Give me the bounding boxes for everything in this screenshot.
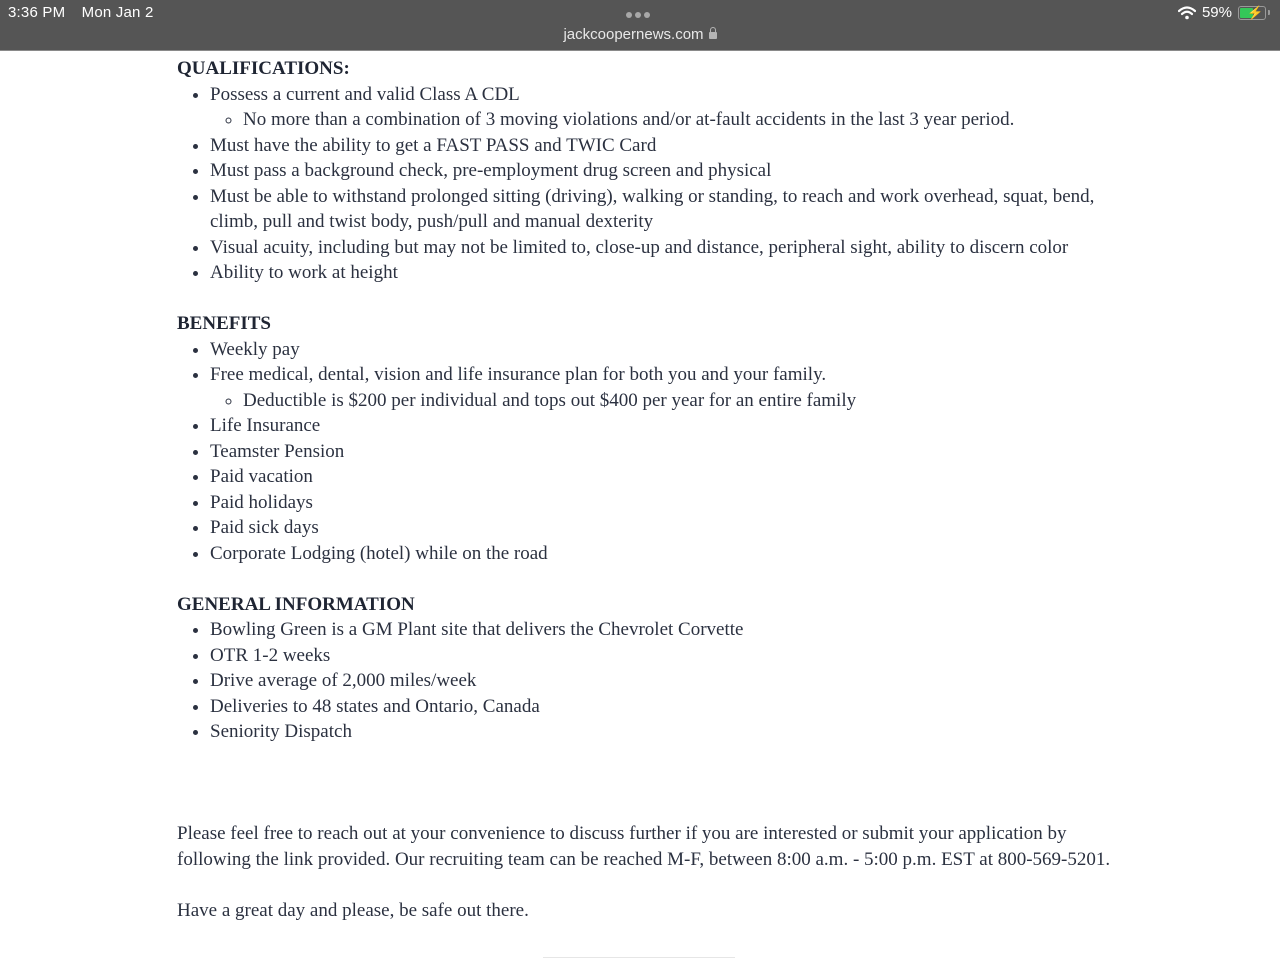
- status-date: Mon Jan 2: [81, 4, 154, 21]
- list-item-text: Visual acuity, including but may not be limited to, close-up and distance, peripheral sight, ability to discern color: [210, 236, 1069, 258]
- bullet-list: [177, 337, 1117, 567]
- list-item: [210, 260, 1117, 286]
- lock-icon: [709, 32, 717, 39]
- section-heading: GENERAL INFORMATION: [177, 593, 415, 615]
- list-item: [210, 719, 1117, 745]
- list-item-text: OTR 1-2 weeks: [210, 644, 331, 666]
- sub-bullet-list: [210, 107, 1117, 133]
- browser-top-bar: [0, 0, 1280, 51]
- section-heading: BENEFITS: [177, 313, 271, 334]
- list-item-text: Paid sick days: [210, 517, 319, 538]
- wifi-icon: [1178, 6, 1196, 20]
- section-benefits: [177, 311, 1117, 566]
- list-item: [210, 464, 1117, 490]
- list-item: [210, 668, 1117, 694]
- address-bar[interactable]: [0, 26, 1280, 43]
- list-item-text: Must pass a background check, pre-employment drug screen and physical: [210, 160, 772, 181]
- list-item-text: Possess a current and valid Class A CDL: [210, 83, 520, 105]
- url-text: jackcoopernews.com: [563, 26, 704, 43]
- bullet-list: [177, 617, 1117, 745]
- list-item: [210, 541, 1117, 567]
- list-item-text: Deliveries to 48 states and Ontario, Canada: [210, 695, 540, 717]
- list-item-text: Ability to work at height: [210, 262, 398, 283]
- list-item-text: Weekly pay: [210, 338, 300, 360]
- section-heading: QUALIFICATIONS:: [177, 58, 350, 79]
- list-item-text: Seniority Dispatch: [210, 721, 352, 742]
- list-item-text: Free medical, dental, vision and life insurance plan for both you and your family.: [210, 364, 827, 385]
- list-item: [210, 617, 1117, 643]
- list-item-text: Must have the ability to get a FAST PASS and TWIC Card: [210, 134, 657, 156]
- list-item: [210, 413, 1117, 439]
- list-item: [210, 439, 1117, 465]
- list-item-text: Must be able to withstand prolonged sitting (driving), walking or standing, to reach and work overhead, squat, bend, climb, pull and twist body, push/pull and manual dexterity: [210, 185, 1095, 232]
- list-item-text: Paid vacation: [210, 466, 313, 487]
- section-general-information: [177, 592, 1117, 745]
- list-item-text: Corporate Lodging (hotel) while on the road: [210, 542, 548, 564]
- list-item: [210, 158, 1117, 184]
- list-item: [210, 694, 1117, 720]
- list-item: [210, 235, 1117, 261]
- battery-percent: 59%: [1201, 4, 1232, 21]
- status-time: 3:36 PM: [8, 4, 66, 21]
- battery-icon: [1238, 6, 1266, 20]
- sub-bullet-list: [210, 388, 1117, 414]
- contact-paragraph: Please feel free to reach out at your convenience to discuss further if you are interested or submit your application by following the link provided. Our recruiting team can be reached M-F, between 8:00 a.m. - 5:00 p.m. EST at 800-569-5201.: [177, 823, 1111, 870]
- list-item: [210, 643, 1117, 669]
- sections-container: [177, 56, 1117, 745]
- signoff-text: Have a great day and please, be safe out there.: [177, 899, 529, 921]
- list-item: [210, 337, 1117, 363]
- divider: [543, 957, 735, 958]
- list-item: [210, 184, 1117, 235]
- status-bar-right: [1178, 4, 1266, 21]
- list-item: [210, 82, 1117, 133]
- multitasking-dots-icon[interactable]: [626, 12, 650, 18]
- list-item: [210, 133, 1117, 159]
- section-qualifications: [177, 56, 1117, 286]
- bullet-list: [177, 82, 1117, 286]
- list-item-text: Life Insurance: [210, 415, 321, 436]
- article-content: [177, 56, 1117, 923]
- charging-bolt-icon: ⚡: [1247, 4, 1264, 20]
- sub-list-item: ◦ No more than a combination of 3 moving violations and/or at-fault accidents in the last 3 year period.: [243, 107, 1117, 133]
- list-item: [210, 490, 1117, 516]
- sub-list-item: ◦ Deductible is $200 per individual and tops out $400 per year for an entire family: [243, 388, 1117, 414]
- status-bar-left: [8, 4, 165, 21]
- list-item-text: Paid holidays: [210, 491, 313, 513]
- list-item-text: Drive average of 2,000 miles/week: [210, 670, 477, 691]
- list-item-text: Bowling Green is a GM Plant site that delivers the Chevrolet Corvette: [210, 619, 744, 640]
- list-item: [210, 515, 1117, 541]
- list-item: [210, 362, 1117, 413]
- list-item-text: Teamster Pension: [210, 440, 345, 462]
